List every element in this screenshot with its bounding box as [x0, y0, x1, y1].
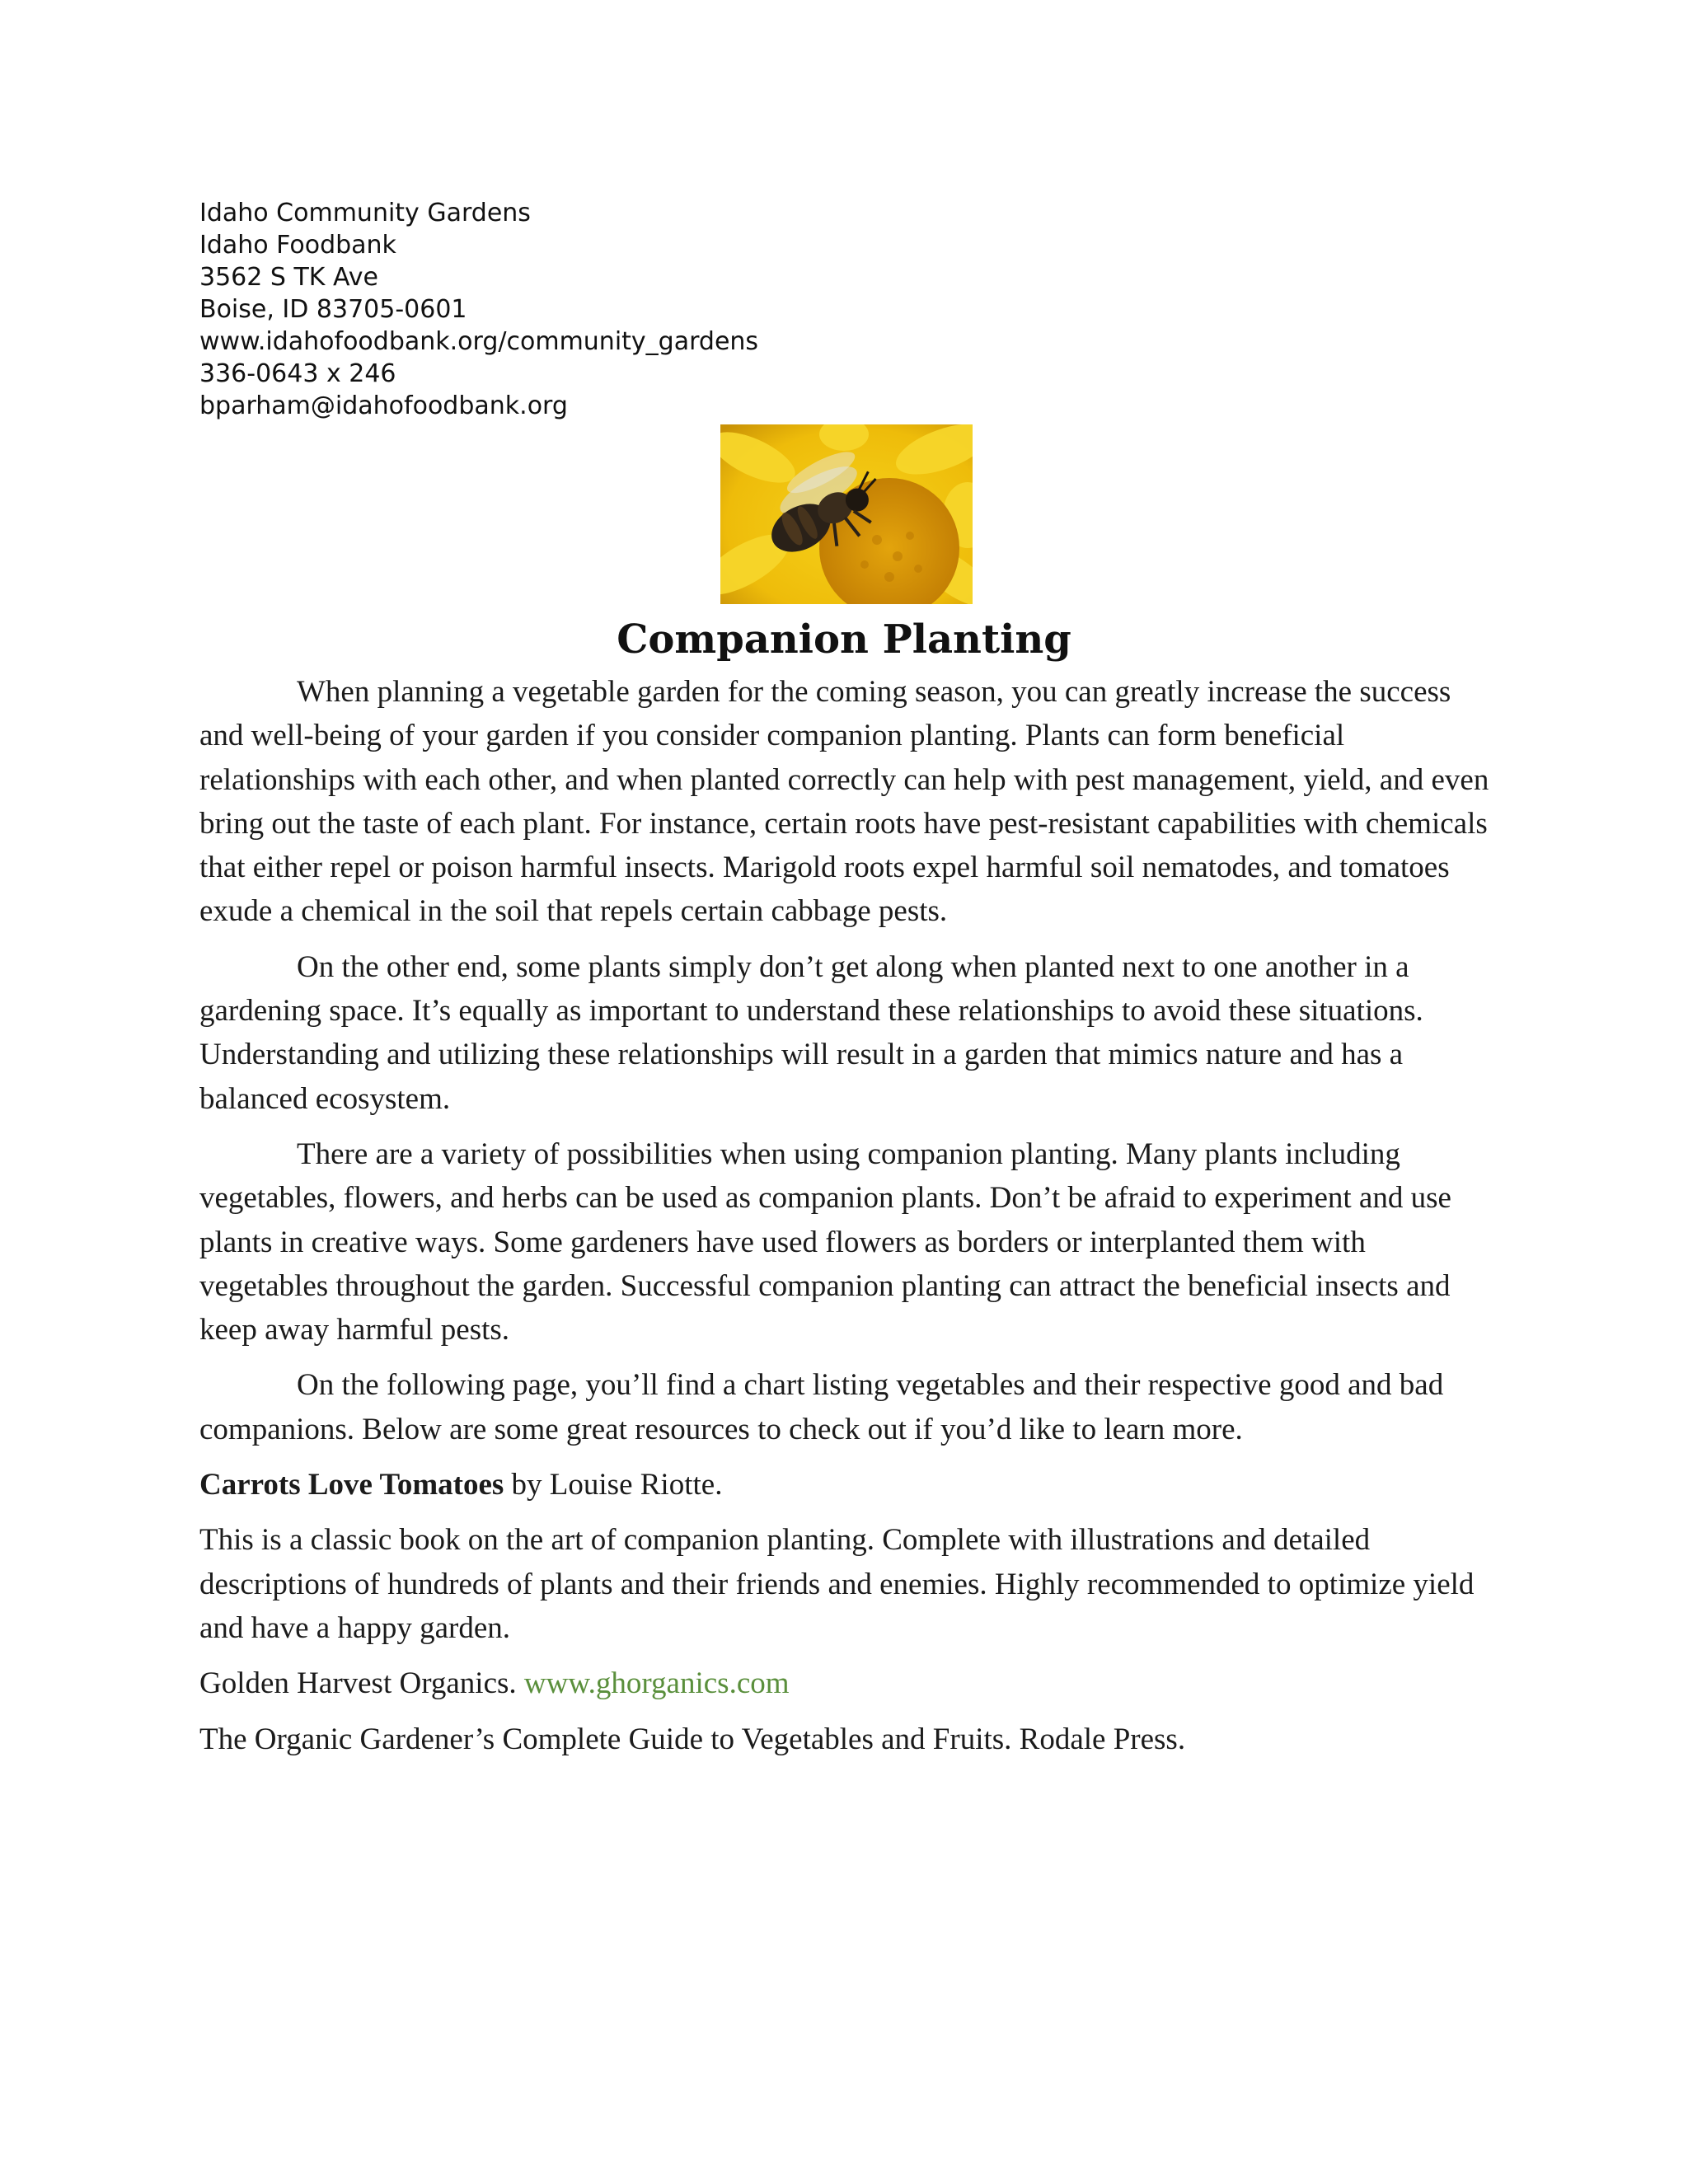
- contact-org: Idaho Community Gardens: [199, 199, 531, 227]
- resource-book-citation: [199, 1463, 1495, 1507]
- paragraph-following-page: On the following page, you’ll find a chart listing vegetables and their respective good and bad companions. Below are some great resources to check out if you’d like to learn more.: [199, 1368, 1444, 1446]
- book-title: Carrots Love Tomatoes: [199, 1468, 504, 1502]
- resource-book-description: This is a classic book on the art of companion planting. Complete with illustrations and detailed descriptions of hundreds of plants and their friends and enemies. Highly recommended to optimize yield and have a happy garden.: [199, 1523, 1475, 1645]
- book-author: by Louise Riotte.: [504, 1468, 723, 1502]
- paragraph-intro: When planning a vegetable garden for the coming season, you can greatly increase the success and well-being of your garden if you consider companion planting. Plants can form beneficial relationships with each other, and when planted correctly can help with pest management, yield, and even bring out the taste of each plant. For instance, certain roots have pest-resistant capabilities with chemicals that either repel or poison harmful insects. Marigold roots expel harmful soil nematodes, and tomatoes exude a chemical in the soil that repels certain cabbage pests.: [199, 675, 1489, 929]
- resource-rodale: The Organic Gardener’s Complete Guide to Vegetables and Fruits. Rodale Press.: [199, 1722, 1186, 1756]
- resource-name: Golden Harvest Organics.: [199, 1666, 524, 1701]
- contact-website: www.idahofoodbank.org/community_gardens: [199, 327, 759, 356]
- contact-email: bparham@idahofoodbank.org: [199, 391, 568, 420]
- paragraph-possibilities: There are a variety of possibilities when using companion planting. Many plants including vegetables, flowers, and herbs can be used as companion plants. Don’t be afraid to experiment and use plants in creative ways. Some gardeners have used flowers as borders or interplanted them with vegetables throughout the garden. Successful companion planting can attract the beneficial insects and keep away harmful pests.: [199, 1137, 1451, 1347]
- page-title: Companion Planting: [617, 616, 1071, 663]
- contact-block: [199, 197, 758, 422]
- resource-golden-harvest: [199, 1661, 1495, 1705]
- bee-on-sunflower-photo: [720, 424, 973, 604]
- paragraph-other-end: On the other end, some plants simply don’t get along when planted next to one another in a gardening space. It’s equally as important to understand these relationships to avoid these situations. Understanding and utilizing these relationships will result in a garden that mimics nature and has a balanced ecosystem.: [199, 949, 1423, 1116]
- ghorganics-link[interactable]: www.ghorganics.com: [523, 1666, 790, 1701]
- contact-name: Idaho Foodbank: [199, 231, 396, 260]
- contact-phone: 336-0643 x 246: [199, 359, 396, 388]
- contact-city: Boise, ID 83705-0601: [199, 295, 467, 324]
- contact-street: 3562 S TK Ave: [199, 263, 378, 292]
- article-body: [199, 670, 1495, 1773]
